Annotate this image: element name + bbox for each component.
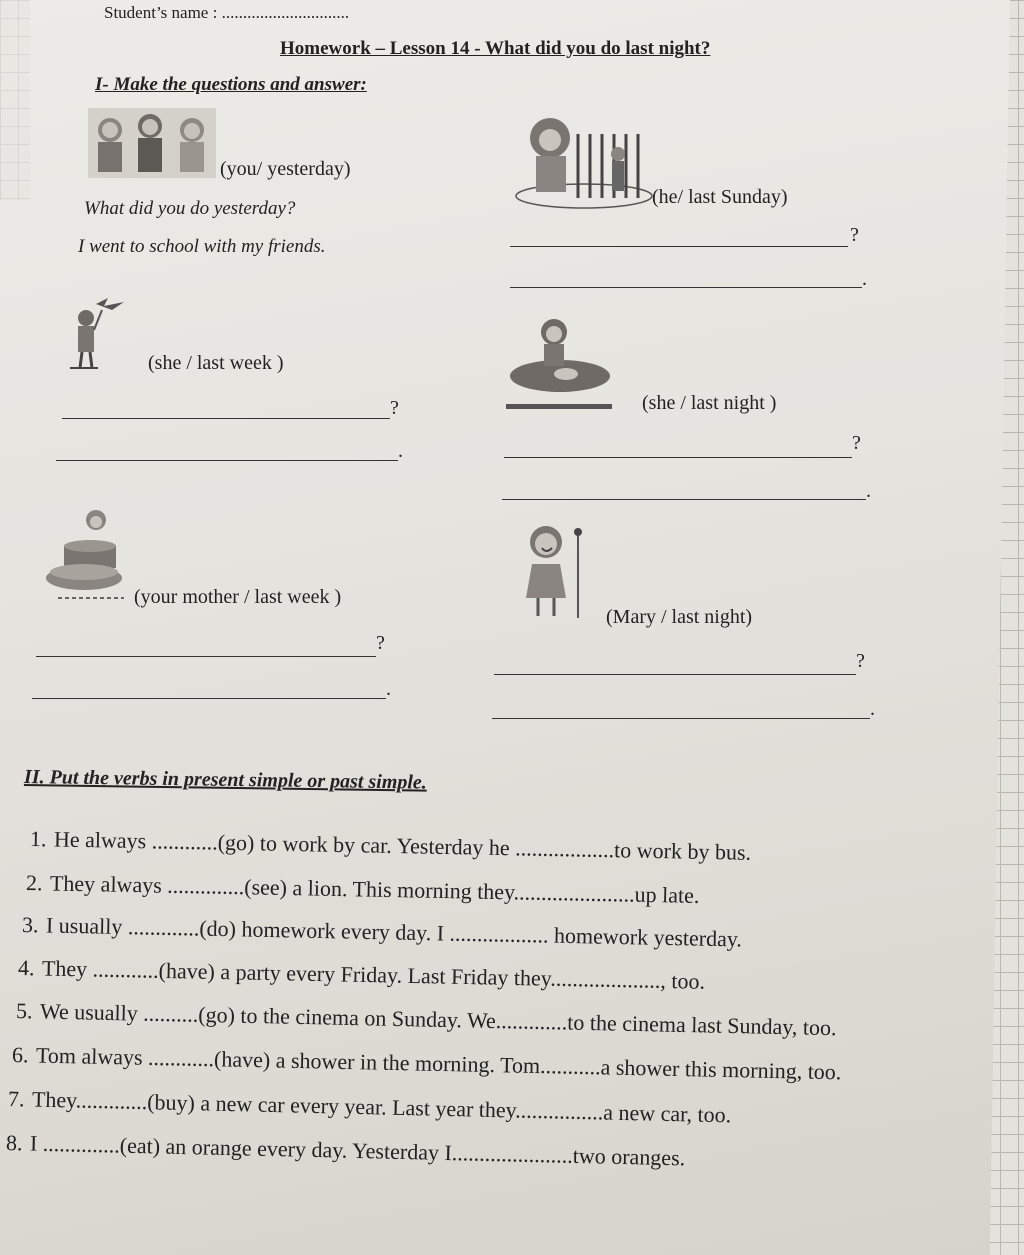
answer-blank[interactable] (502, 499, 866, 500)
girl-with-bird-illustration (68, 296, 130, 372)
question-mark: ? (856, 650, 865, 672)
answer-blank[interactable] (492, 718, 870, 719)
answer-blank[interactable] (494, 674, 856, 675)
exercise-text: They always ..............(see) a lion. This morning they......................up late. (49, 870, 700, 908)
question-mark: ? (390, 397, 399, 419)
answer-blank[interactable] (62, 418, 390, 419)
prompt-3: (she / last week ) (148, 352, 284, 374)
exercise-text: He always ............(go) to work by car. Yesterday he ..................to work by bus. (53, 826, 752, 865)
page-title: Homework – Lesson 14 - What did you do last night? (280, 38, 711, 59)
exercise-number: 7. (7, 1086, 25, 1112)
section2-heading: II. Put the verbs in present simple or past simple. (23, 766, 427, 794)
children-talking-illustration (88, 108, 216, 178)
prompt-6: (Mary / last night) (606, 606, 753, 628)
exercise-number: 3. (21, 912, 39, 938)
prompt-1: (you/ yesterday) (220, 158, 351, 180)
prompt-5: (your mother / last week ) (134, 586, 342, 608)
full-stop: . (386, 678, 391, 700)
full-stop: . (862, 268, 867, 290)
graph-paper-corner (0, 0, 30, 200)
cake-illustration (44, 506, 128, 604)
full-stop: . (866, 480, 871, 502)
example-question: What did you do yesterday? (84, 198, 296, 219)
question-mark: ? (850, 224, 859, 246)
exercise-number: 6. (11, 1042, 29, 1068)
answer-blank[interactable] (504, 457, 852, 458)
full-stop: . (398, 440, 403, 462)
exercise-text: I usually .............(do) homework every day. I .................. homework yesterday. (45, 912, 743, 952)
exercise-text: They ............(have) a party every Friday. Last Friday they...................., too. (41, 955, 706, 994)
prompt-4: (she / last night ) (642, 392, 777, 414)
section1-heading: I- Make the questions and answer: (95, 74, 367, 95)
answer-blank[interactable] (32, 698, 386, 699)
prompt-2: (he/ last Sunday) (652, 186, 788, 208)
exercise-number: 1. (29, 826, 47, 852)
full-stop: . (870, 698, 875, 720)
question-mark: ? (852, 432, 861, 454)
example-answer: I went to school with my friends. (78, 236, 326, 257)
answer-blank[interactable] (510, 287, 862, 288)
lion-zoo-illustration (514, 114, 654, 210)
girl-singing-illustration (516, 520, 590, 624)
answer-blank[interactable] (56, 460, 398, 461)
question-mark: ? (376, 632, 385, 654)
student-name-label: Student’s name : .............................. (104, 3, 350, 22)
answer-blank[interactable] (510, 246, 848, 247)
exercise-text: Tom always ............(have) a shower in the morning. Tom...........a shower this morning, too. (35, 1042, 842, 1085)
exercise-text: We usually ..........(go) to the cinema on Sunday. We.............to the cinema last Sunday, too. (39, 998, 837, 1041)
exercise-number: 4. (17, 955, 35, 981)
exercise-number: 8. (5, 1130, 23, 1156)
girl-playing-records-illustration (506, 312, 614, 412)
exercise-number: 5. (15, 998, 33, 1024)
exercise-text: They.............(buy) a new car every year. Last year they................a new car, too. (31, 1086, 732, 1128)
exercise-text: I ..............(eat) an orange every day. Yesterday I......................two oranges. (29, 1130, 686, 1171)
exercise-number: 2. (25, 870, 43, 896)
answer-blank[interactable] (36, 656, 376, 657)
